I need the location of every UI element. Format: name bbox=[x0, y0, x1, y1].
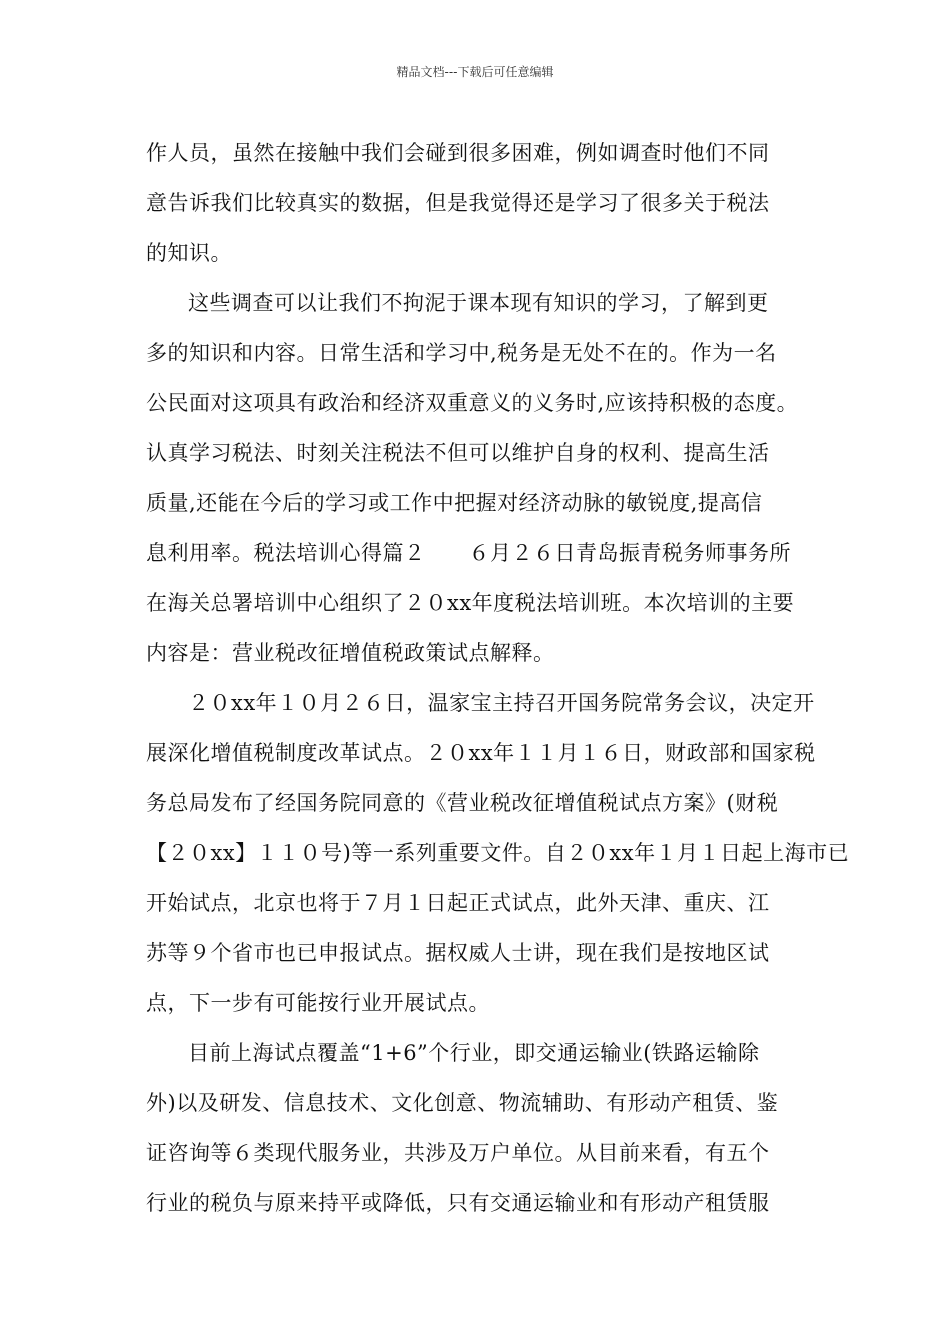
text-line: 公民面对这项具有政治和经济双重意义的义务时,应该持积极的态度。 bbox=[146, 391, 799, 415]
text-line: 多的知识和内容。日常生活和学习中,税务是无处不在的。作为一名 bbox=[146, 341, 777, 365]
text-line: 作人员，虽然在接触中我们会碰到很多困难，例如调查时他们不同 bbox=[146, 141, 770, 165]
text-line: 展深化增值税制度改革试点。２０xx年１１月１６日，财政部和国家税 bbox=[146, 741, 816, 765]
text-line: 质量,还能在今后的学习或工作中把握对经济动脉的敏锐度,提高信 bbox=[146, 491, 763, 515]
text-line: 苏等９个省市也已申报试点。据权威人士讲，现在我们是按地区试 bbox=[146, 941, 770, 965]
text-line: 目前上海试点覆盖“1+6”个行业，即交通运输业(铁路运输除 bbox=[188, 1041, 760, 1065]
text-line: 这些调查可以让我们不拘泥于课本现有知识的学习，了解到更 bbox=[188, 291, 769, 315]
text-line: 内容是：营业税改征增值税政策试点解释。 bbox=[146, 641, 555, 665]
text-line: 息利用率。税法培训心得篇２ ６月２６日青岛振青税务师事务所 bbox=[146, 541, 791, 565]
text-line: 外)以及研发、信息技术、文化创意、物流辅助、有形动产租赁、鉴 bbox=[146, 1091, 779, 1115]
text-line: ２０xx年１０月２６日，温家宝主持召开国务院常务会议，决定开 bbox=[188, 691, 815, 715]
text-line: 行业的税负与原来持平或降低，只有交通运输业和有形动产租赁服 bbox=[146, 1191, 770, 1215]
text-line: 务总局发布了经国务院同意的《营业税改征增值税试点方案》(财税 bbox=[146, 791, 779, 815]
text-line: 【２０xx】１１０号)等一系列重要文件。自２０xx年１月１日起上海市已 bbox=[146, 841, 850, 865]
text-line: 在海关总署培训中心组织了２０xx年度税法培训班。本次培训的主要 bbox=[146, 591, 795, 615]
text-line: 认真学习税法、时刻关注税法不但可以维护自身的权利、提高生活 bbox=[146, 441, 770, 465]
text-line: 证咨询等６类现代服务业，共涉及万户单位。从目前来看，有五个 bbox=[146, 1141, 770, 1165]
text-line: 的知识。 bbox=[146, 241, 232, 265]
page-header: 精品文档---下载后可任意编辑 bbox=[396, 65, 554, 79]
text-line: 意告诉我们比较真实的数据，但是我觉得还是学习了很多关于税法 bbox=[146, 191, 770, 215]
text-line: 点，下一步有可能按行业开展试点。 bbox=[146, 991, 490, 1015]
text-line: 开始试点，北京也将于７月１日起正式试点，此外天津、重庆、江 bbox=[146, 891, 770, 915]
document-body bbox=[146, 128, 850, 1228]
